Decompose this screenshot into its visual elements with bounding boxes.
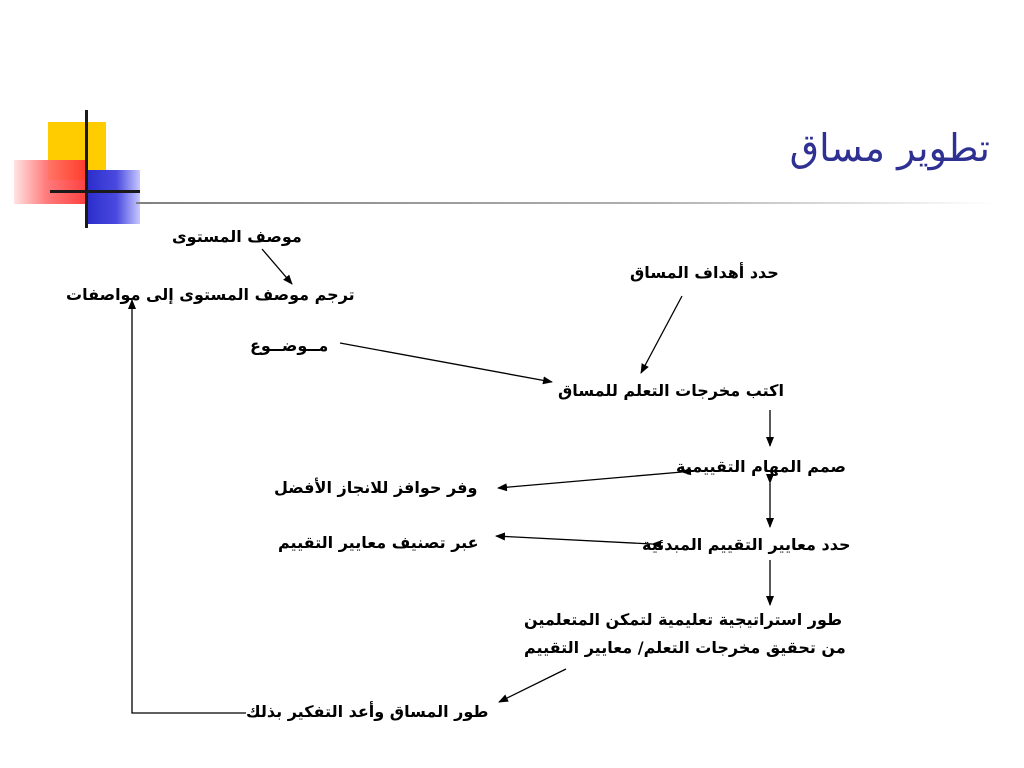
arrow-goals-to-outcomes xyxy=(641,296,682,373)
node-translate-descriptor: ترجم موصف المستوى إلى مواصفات xyxy=(66,285,355,304)
node-strategy-line2: من تحقيق مخرجات التعلم/ معايير التقييم xyxy=(524,638,846,657)
arrow-develop-loop-back xyxy=(132,300,246,713)
node-topic: مــوضــوع xyxy=(250,336,329,355)
arrow-topic-to-outcomes xyxy=(340,343,552,382)
node-define-goals: حدد أهداف المساق xyxy=(630,263,779,282)
node-develop-course: طور المساق وأعد التفكير بذلك xyxy=(246,702,489,721)
node-provide-incentives: وفر حوافز للانجاز الأفضل xyxy=(274,478,478,497)
arrow-criteria-to-classify xyxy=(496,536,652,544)
node-design-tasks: صمم المهام التقييمية xyxy=(676,457,846,476)
node-write-outcomes: اكتب مخرجات التعلم للمساق xyxy=(558,381,784,400)
arrow-strategy-to-develop xyxy=(499,669,566,702)
page-title: تطوير مساق xyxy=(789,126,990,170)
node-level-descriptor: موصف المستوى xyxy=(172,227,302,246)
arrow-descriptor-to-translate xyxy=(262,249,292,284)
arrow-tasks-to-incentives xyxy=(498,472,682,488)
node-classify-criteria: عبر تصنيف معايير التقييم xyxy=(278,533,479,552)
node-define-criteria: حدد معايير التقييم المبدئية xyxy=(642,535,851,554)
node-strategy-line1: طور استراتيجية تعليمية لتمكن المتعلمين xyxy=(524,610,843,629)
